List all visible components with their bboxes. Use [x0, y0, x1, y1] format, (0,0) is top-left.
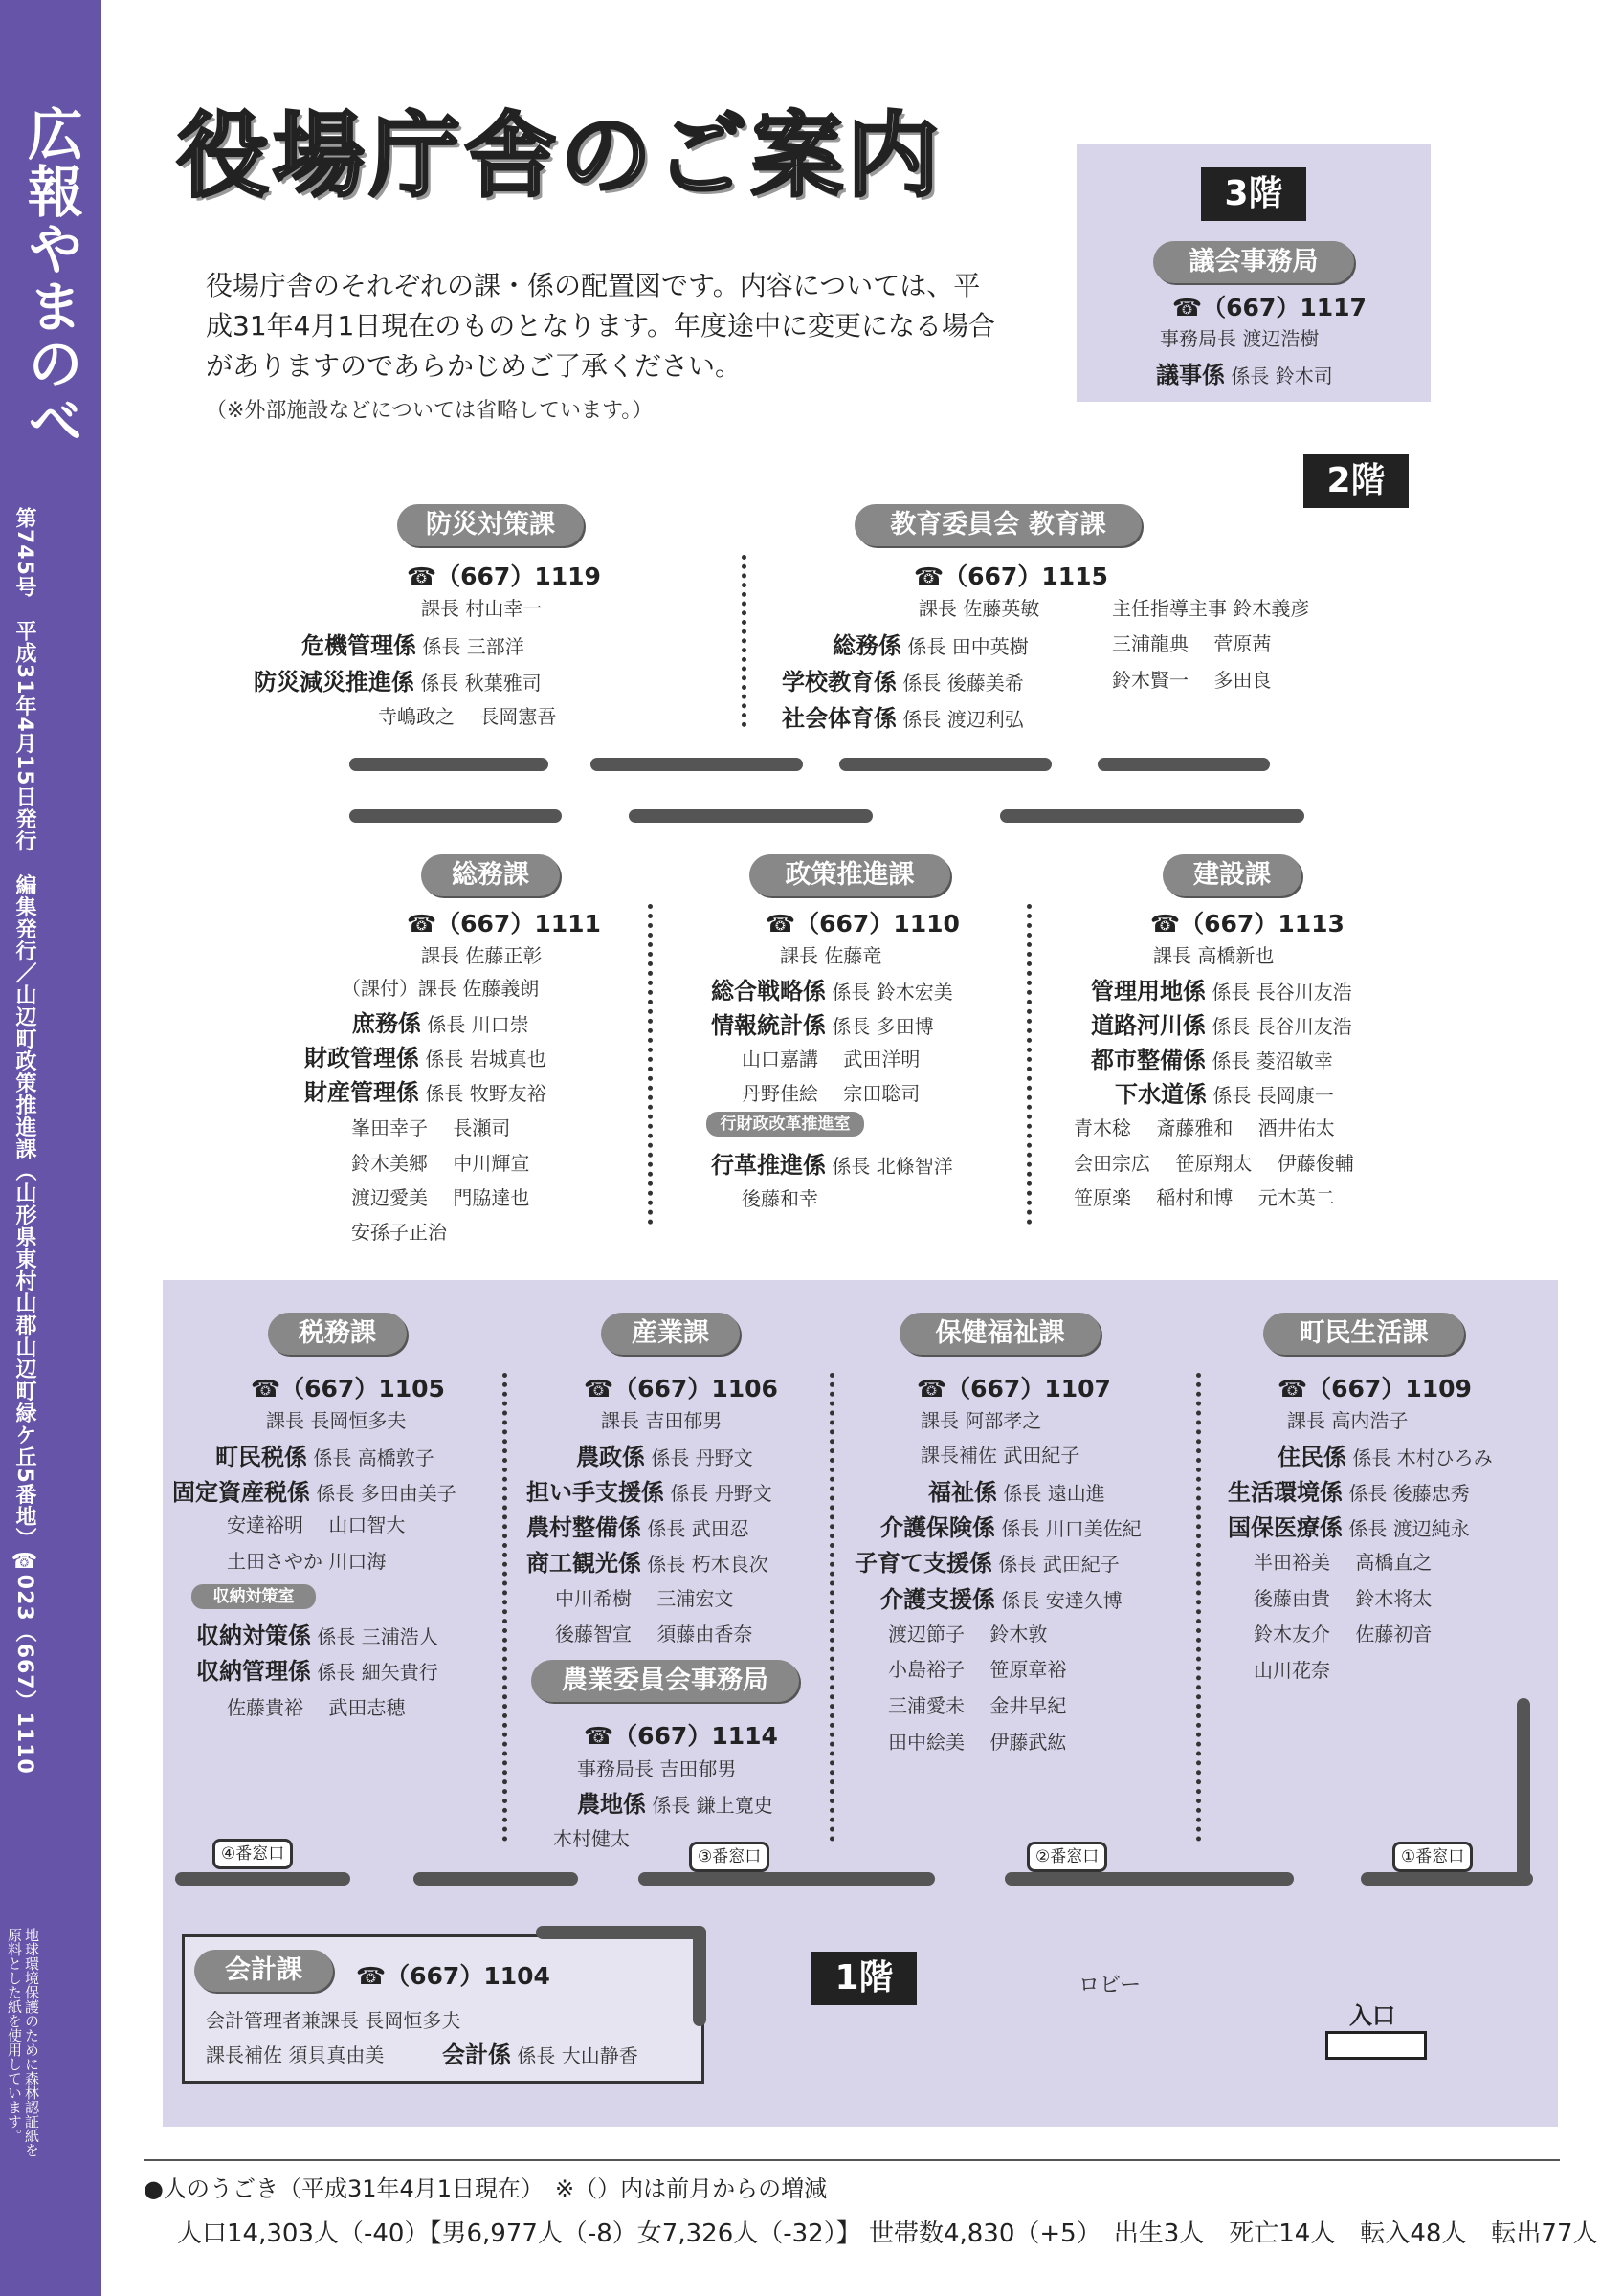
kensetsu-staff1: 青木稔 斎藤雅和 酒井佑太 — [1074, 1116, 1335, 1139]
hoken-staff3: 三浦愛未 金井早紀 — [888, 1694, 1067, 1717]
divider — [1027, 904, 1032, 1225]
intro-text: 役場庁舎のそれぞれの課・係の配置図です。内容については、平成31年4月1日現在のものとなります。年度途中に変更になる場合がありますのであらかじめご了承ください。 — [206, 270, 996, 382]
corridor-wall — [1000, 809, 1304, 823]
bousai-chief: 課長 村山幸一 — [421, 597, 543, 620]
hoken-staff4: 田中絵美 伊藤武紘 — [888, 1731, 1067, 1754]
divider — [742, 555, 746, 727]
sangyo-row2: 担い手支援係 係長 丹野文 — [526, 1479, 772, 1506]
nogyo-tel: ☎（667）1114 — [584, 1722, 778, 1750]
hoken-name: 保健福祉課 — [900, 1313, 1101, 1355]
seisaku-row2: 情報統計係 係長 多田博 — [711, 1012, 934, 1039]
gikai-sub: 議事係 係長 鈴木司 — [1156, 362, 1333, 388]
seisaku-chief: 課長 佐藤竜 — [780, 944, 882, 967]
sangyo-tel: ☎（667）1106 — [584, 1375, 778, 1402]
population-heading: ●人のうごき（平成31年4月1日現在） ※（）内は前月からの増減 — [144, 2175, 828, 2202]
paper-note-2: 原料とした紙を使用しています。 — [6, 1928, 23, 2143]
kyoiku-row2: 学校教育係 係長 後藤美希 — [782, 669, 1024, 695]
counter-wall — [638, 1872, 935, 1886]
hoken-row1: 福祉係 係長 遠山進 — [928, 1479, 1105, 1506]
corridor-wall — [590, 758, 803, 771]
hoken-row3: 子育て支援係 係長 武田紀子 — [855, 1550, 1120, 1577]
kensetsu-name: 建設課 — [1163, 854, 1301, 896]
entrance-label: 入口 — [1349, 2002, 1395, 2029]
kyoiku-row3: 社会体育係 係長 渡辺利弘 — [782, 705, 1024, 732]
somu-name: 総務課 — [421, 854, 560, 896]
bousai-name: 防災対策課 — [397, 504, 584, 546]
somu-row1: 庶務係 係長 川口崇 — [352, 1010, 529, 1037]
divider — [502, 1373, 507, 1842]
kensetsu-tel: ☎（667）1113 — [1150, 910, 1345, 938]
window-3: ③番窓口 — [689, 1842, 769, 1872]
zeimu-row2: 固定資産税係 係長 多田由美子 — [172, 1479, 456, 1506]
somu-chief: 課長 佐藤正彰 — [421, 944, 543, 967]
somu-staff2: 鈴木美郷 中川輝宣 — [351, 1152, 530, 1175]
chomin-staff4: 山川花奈 — [1254, 1659, 1330, 1682]
sangyo-chief: 課長 吉田郁男 — [601, 1409, 723, 1432]
seisaku-staff3: 後藤和幸 — [742, 1187, 818, 1210]
hoken-staff1: 渡辺節子 鈴木敦 — [888, 1623, 1048, 1645]
somu-tel: ☎（667）1111 — [407, 910, 601, 938]
intro-note: （※外部施設などについては省略しています。） — [206, 399, 654, 423]
somu-staff4: 安孫子正治 — [351, 1221, 447, 1244]
kensetsu-chief: 課長 高橋新也 — [1153, 944, 1275, 967]
chomin-staff3: 鈴木友介 佐藤初音 — [1254, 1623, 1433, 1645]
zeimu-row1: 町民税係 係長 高橋敦子 — [215, 1444, 434, 1470]
sangyo-staff1: 中川希樹 三浦宏文 — [555, 1587, 734, 1610]
hoken-chief: 課長 阿部孝之 — [921, 1409, 1042, 1432]
bousai-row2: 防災減災推進係 係長 秋葉雅司 — [254, 669, 542, 695]
kyoiku-col2: 三浦龍典 菅原茜 — [1112, 632, 1272, 655]
kensetsu-row3: 都市整備係 係長 菱沼敏幸 — [1091, 1047, 1333, 1073]
sangyo-name: 産業課 — [601, 1313, 740, 1355]
zeimu-staff1: 安達裕明 山口智大 — [227, 1513, 406, 1536]
kyoiku-row1: 総務係 係長 田中英樹 — [833, 632, 1029, 659]
seisaku-room: 行財政改革推進室 — [706, 1112, 864, 1137]
corridor-wall — [839, 758, 1052, 771]
gikai-name: 議会事務局 — [1153, 241, 1354, 283]
zeimu-tel: ☎（667）1105 — [251, 1375, 445, 1402]
counter-wall — [693, 1926, 706, 2026]
zeimu-row3: 収納対策係 係長 三浦浩人 — [196, 1623, 438, 1649]
corridor-wall — [629, 809, 873, 823]
window-4: ④番窓口 — [212, 1839, 293, 1869]
kensetsu-row4: 下水道係 係長 長岡康一 — [1115, 1081, 1334, 1108]
hoken-row2: 介護保険係 係長 川口美佐紀 — [880, 1514, 1142, 1541]
counter-wall — [413, 1872, 578, 1886]
corridor-wall — [1098, 758, 1270, 771]
corridor-wall — [349, 809, 562, 823]
sangyo-row4: 商工観光係 係長 朽木良次 — [526, 1550, 768, 1577]
kaikei-tel: ☎（667）1104 — [356, 1962, 550, 1990]
kensetsu-row1: 管理用地係 係長 長谷川友浩 — [1091, 978, 1352, 1004]
divider — [830, 1373, 834, 1842]
bousai-tel: ☎（667）1119 — [407, 563, 601, 590]
chomin-tel: ☎（667）1109 — [1278, 1375, 1472, 1402]
hoken-tel: ☎（667）1107 — [917, 1375, 1111, 1402]
sangyo-row1: 農政係 係長 丹野文 — [576, 1444, 753, 1470]
chomin-staff1: 半田裕美 高橋直之 — [1254, 1551, 1433, 1574]
seisaku-staff2: 丹野佳絵 宗田聡司 — [742, 1082, 921, 1105]
bousai-row3: 寺嶋政之 長岡憲吾 — [378, 705, 557, 728]
bousai-row1: 危機管理係 係長 三部洋 — [301, 632, 524, 659]
chomin-row1: 住民係 係長 木村ひろみ — [1278, 1444, 1493, 1470]
somu-row2: 財政管理係 係長 岩城真也 — [304, 1045, 546, 1071]
kyoiku-col3: 鈴木賢一 多田良 — [1112, 669, 1272, 692]
window-2: ②番窓口 — [1027, 1842, 1107, 1872]
nogyo-row1: 農地係 係長 鎌上寛史 — [577, 1791, 773, 1818]
counter-wall — [1517, 1698, 1530, 1886]
kensetsu-staff3: 笹原楽 稲村和博 元木英二 — [1074, 1186, 1335, 1209]
entrance-door — [1325, 2031, 1427, 2060]
chomin-chief: 課長 高内浩子 — [1287, 1409, 1409, 1432]
nogyo-chief: 事務局長 吉田郁男 — [577, 1757, 737, 1780]
hoken-staff2: 小島裕子 笹原章裕 — [888, 1658, 1067, 1681]
chomin-row2: 生活環境係 係長 後藤忠秀 — [1228, 1479, 1470, 1506]
magazine-title: 広報やまのべ — [18, 105, 83, 450]
gikai-chief: 事務局長 渡辺浩樹 — [1160, 327, 1320, 350]
zeimu-name: 税務課 — [268, 1313, 407, 1355]
corridor-wall — [349, 758, 548, 771]
zeimu-chief: 課長 長岡恒多夫 — [266, 1409, 407, 1432]
zeimu-staff2: 土田さやか 川口海 — [227, 1550, 387, 1573]
zeimu-row4: 収納管理係 係長 細矢貴行 — [196, 1658, 438, 1685]
nogyo-name: 農業委員会事務局 — [531, 1660, 799, 1702]
kaikei-row1: 会計係 係長 大山静香 — [442, 2042, 638, 2068]
somu-staff3: 渡辺愛美 門脇達也 — [351, 1186, 530, 1209]
somu-chief2: （課付）課長 佐藤義朗 — [342, 977, 540, 1000]
seisaku-name: 政策推進課 — [749, 854, 950, 896]
seisaku-staff1: 山口嘉講 武田洋明 — [742, 1048, 921, 1071]
page-title: 役場庁舎のご案内 — [177, 102, 943, 210]
seisaku-row3: 行革推進係 係長 北條智洋 — [711, 1152, 953, 1179]
counter-wall — [1005, 1872, 1294, 1886]
counter-wall — [1361, 1872, 1533, 1886]
floor2-label: 2階 — [1303, 454, 1409, 508]
zeimu-room: 収納対策室 — [191, 1584, 316, 1609]
kensetsu-row2: 道路河川係 係長 長谷川友浩 — [1091, 1012, 1352, 1039]
chomin-row3: 国保医療係 係長 渡辺純永 — [1228, 1514, 1470, 1541]
paper-note: 地球環境保護のために森林認証紙を — [23, 1928, 40, 2157]
population-stats: 人口14,303人（-40）【男6,977人（-8）女7,326人（-32）】 世帯数4,830（+5） 出生3人 死亡14人 転入48人 転出77人 — [177, 2219, 1598, 2248]
hoken-row4: 介護支援係 係長 安達久博 — [880, 1586, 1123, 1613]
sangyo-staff2: 後藤智宣 須藤由香奈 — [555, 1623, 753, 1645]
window-1: ①番窓口 — [1392, 1842, 1473, 1872]
kaikei-assist: 課長補佐 須貝真由美 — [206, 2043, 385, 2066]
sidebar — [0, 0, 101, 2296]
lobby-label: ロビー — [1078, 1974, 1142, 1998]
counter-wall — [175, 1872, 350, 1886]
kyoiku-col1: 主任指導主事 鈴木義彦 — [1112, 597, 1310, 620]
divider — [1196, 1373, 1201, 1842]
kaikei-name: 会計課 — [194, 1950, 333, 1992]
sangyo-row3: 農村整備係 係長 武田忍 — [526, 1514, 749, 1541]
floor3-label: 3階 — [1201, 167, 1306, 221]
chomin-name: 町民生活課 — [1263, 1313, 1464, 1355]
kyoiku-tel: ☎（667）1115 — [914, 563, 1108, 590]
counter-wall — [536, 1926, 706, 1939]
footer-divider — [144, 2159, 1560, 2161]
kyoiku-chief: 課長 佐藤英敏 — [919, 597, 1040, 620]
kyoiku-name: 教育委員会 教育課 — [855, 504, 1142, 546]
gikai-tel: ☎（667）1117 — [1172, 294, 1367, 321]
floor1-label: 1階 — [812, 1952, 917, 2005]
somu-staff1: 峯田幸子 長瀬司 — [351, 1116, 511, 1139]
issue-info: 第745号 平成31年4月15日発行 編集発行／山辺町政策推進課（山形県東村山郡山辺町緑ケ丘5番地）☎023（667）1110 — [12, 507, 36, 1775]
kensetsu-staff2: 会田宗広 笹原翔太 伊藤俊輔 — [1074, 1152, 1354, 1175]
somu-row3: 財産管理係 係長 牧野友裕 — [304, 1079, 546, 1106]
seisaku-row1: 総合戦略係 係長 鈴木宏美 — [711, 978, 953, 1004]
divider — [648, 904, 653, 1225]
kaikei-chief: 会計管理者兼課長 長岡恒多夫 — [206, 2009, 461, 2032]
zeimu-staff3: 佐藤貴裕 武田志穂 — [227, 1696, 406, 1719]
chomin-staff2: 後藤由貴 鈴木将太 — [1254, 1587, 1433, 1610]
nogyo-staff1: 木村健太 — [553, 1827, 630, 1850]
hoken-chief2: 課長補佐 武田紀子 — [921, 1444, 1080, 1467]
seisaku-tel: ☎（667）1110 — [766, 910, 960, 938]
